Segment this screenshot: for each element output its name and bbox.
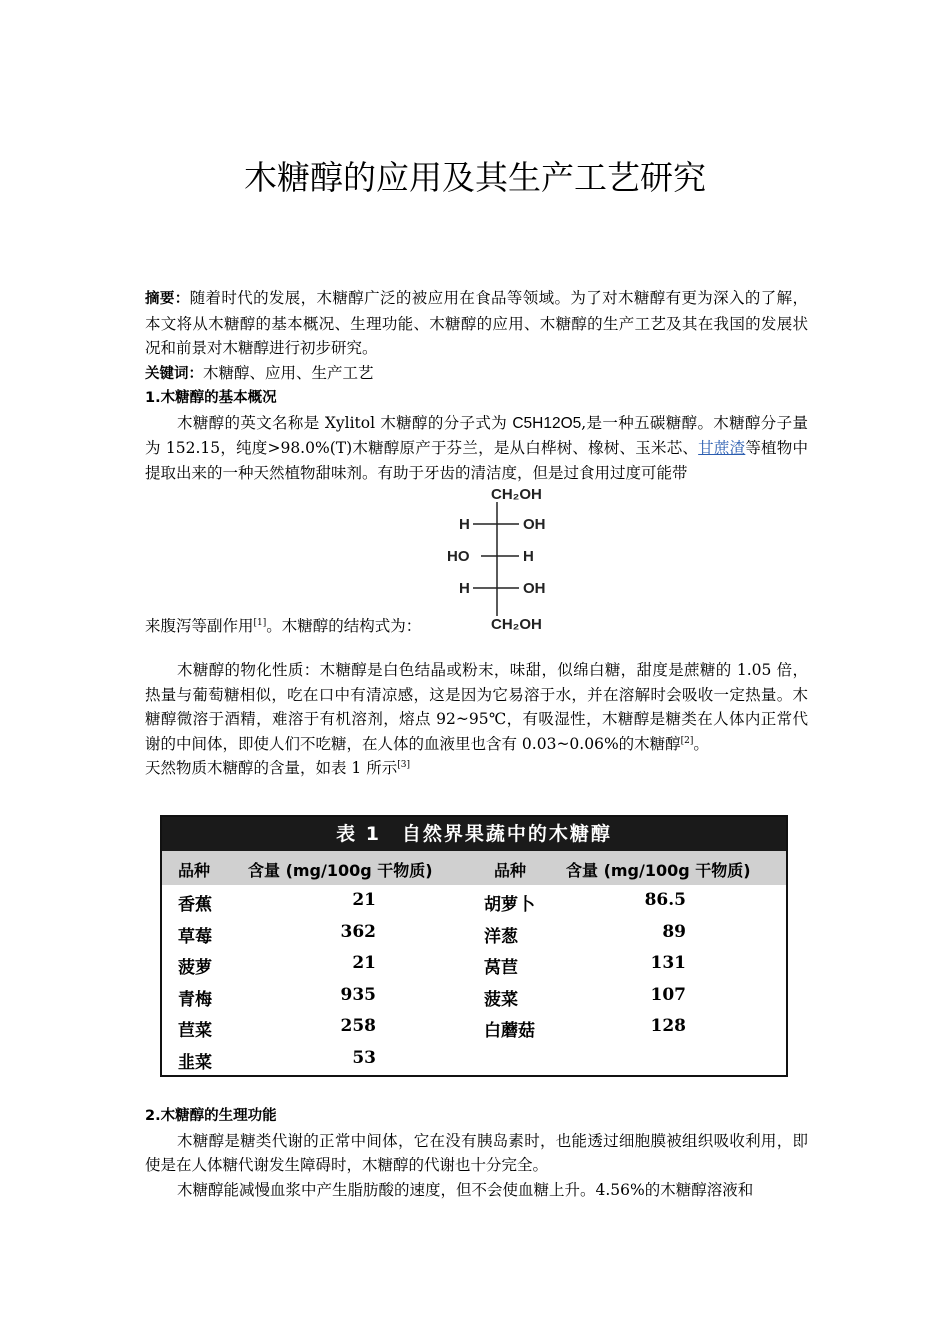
col-value-right: 含量 (mg/100g 干物质)	[566, 861, 751, 880]
document-title: 木糖醇的应用及其生产工艺研究	[244, 158, 706, 197]
col-name-left: 品种	[178, 861, 211, 880]
table-cell-left-name: 苣菜	[178, 1021, 212, 1042]
properties-text: 木糖醇的物化性质：木糖醇是白色结晶或粉末，味甜，似绵白糖，甜度是蔗糖的 1.05 倍，热量与葡萄糖相似，吃在口中有清凉感，这是因为它易溶于水，并在溶解时会吸收一定热量。木糖醇微溶于酒精，难溶于有机溶剂，熔点 92~95℃，有吸湿性，木糖醇是糖类在人体内正常代谢的中间体，即使人们不吃糖，在人体的血液里也含有 0.03~0.06%的木糖醇	[145, 661, 808, 753]
table-cell-right-name: 菠菜	[484, 989, 518, 1010]
table-row	[162, 980, 786, 1012]
table-header-row	[162, 851, 786, 885]
side-effect-text: 来腹泻等副作用	[145, 617, 254, 635]
table-cell-right-value: 128	[650, 1016, 686, 1037]
reference-1[interactable]: [1]	[253, 618, 267, 628]
formula-r1-left: H	[459, 516, 470, 533]
table-cell-right-value: 86.5	[644, 890, 686, 910]
table-intro-text: 天然物质木糖醇的含量，如表 1 所示	[145, 759, 398, 777]
table-cell-left-value: 21	[352, 890, 376, 910]
table-cell-left-name: 韭菜	[178, 1052, 212, 1073]
reference-3[interactable]: [3]	[397, 760, 410, 770]
structure-intro-text: 。木糖醇的结构式为：	[266, 617, 422, 635]
table-cell-left-value: 258	[340, 1016, 376, 1037]
table-caption: 表 1 自然界果蔬中的木糖醇	[162, 817, 786, 851]
section1-p1-text-c: 等植物中提取出来的一种天然植物甜味剂。有助于牙齿的清洁度，但是过食用过度可能带	[145, 439, 808, 482]
bagasse-link[interactable]: 甘蔗渣	[698, 439, 746, 457]
table-cell-right-value: 89	[662, 921, 686, 942]
section1-p1-text-a: 木糖醇的英文名称是 Xylitol 木糖醇的分子式为	[177, 413, 513, 432]
table-cell-left-name: 青梅	[178, 989, 212, 1010]
section1-paragraph-1	[145, 411, 808, 486]
abstract-block	[145, 286, 808, 485]
table-row	[162, 885, 786, 917]
molecular-formula: C5H12O5	[512, 414, 582, 432]
table-cell-right-value: 131	[650, 953, 686, 974]
table-cell-right-name: 洋葱	[484, 926, 518, 947]
formula-bottom-group: CH₂OH	[491, 616, 542, 633]
section1-p1-text-b: ,是一种五碳糖醇。木糖醇分子量为 152.15，纯度>98.0%(T)木糖醇原产于芬兰，是从白桦树、橡树、玉米芯、	[145, 413, 808, 457]
col-value-left: 含量 (mg/100g 干物质)	[248, 861, 433, 880]
xylitol-content-table	[160, 815, 788, 1077]
keywords-line	[145, 361, 808, 387]
formula-top-group: CH₂OH	[491, 486, 542, 503]
section2-heading: 2.木糖醇的生理功能	[145, 1108, 277, 1124]
properties-block	[145, 658, 808, 781]
table-cell-left-name: 草莓	[178, 926, 212, 947]
formula-r3-right: OH	[523, 580, 546, 597]
keywords-label: 关键词：	[145, 365, 203, 382]
table-cell-left-name: 菠萝	[178, 958, 212, 979]
abstract-text: 随着时代的发展，木糖醇广泛的被应用在食品等领域。为了对木糖醇有更为深入的了解，本文将从木糖醇的基本概况、生理功能、木糖醇的应用、木糖醇的生产工艺及其在我国的发展状况和前景对木糖醇进行初步研究。	[145, 289, 809, 357]
section2-paragraph-1: 木糖醇是糖类代谢的正常中间体，它在没有胰岛素时，也能透过细胞膜被组织吸收利用，即使是在人体糖代谢发生障碍时，木糖醇的代谢也十分完全。	[145, 1131, 808, 1174]
keywords-text: 木糖醇、应用、生产工艺	[203, 363, 374, 382]
table-row	[162, 948, 786, 980]
formula-r3-left: H	[459, 580, 470, 597]
table-cell-right-value: 107	[650, 984, 686, 1005]
table-row	[162, 1043, 786, 1075]
section2-block	[145, 1104, 808, 1202]
reference-2[interactable]: [2]	[680, 735, 694, 746]
table-cell-left-value: 935	[340, 984, 376, 1005]
col-name-right: 品种	[494, 861, 527, 880]
section1-heading: 1.木糖醇的基本概况	[145, 390, 277, 406]
formula-r1-right: OH	[523, 516, 546, 533]
table-cell-right-name: 莴苣	[484, 958, 518, 979]
structure-intro-paragraph	[145, 614, 808, 639]
table-cell-right-name: 胡萝卜	[484, 895, 535, 915]
table-body	[162, 885, 786, 1075]
table-row	[162, 1011, 786, 1043]
abstract-paragraph	[145, 286, 808, 361]
formula-r2-left: HO	[447, 548, 470, 565]
table-row	[162, 917, 786, 949]
table-cell-right-name: 白蘑菇	[484, 1021, 535, 1042]
table-cell-left-value: 53	[352, 1047, 376, 1068]
xylitol-structural-formula	[445, 484, 565, 634]
properties-end: 。	[693, 734, 709, 753]
table-cell-left-value: 362	[340, 921, 376, 942]
properties-paragraph	[145, 658, 808, 756]
formula-r2-right: H	[523, 548, 534, 565]
abstract-label: 摘要：	[145, 291, 190, 307]
structure-intro-line	[145, 614, 808, 639]
section2-paragraph-2: 木糖醇能减慢血浆中产生脂肪酸的速度，但不会使血糖上升。4.56%的木糖醇溶液和	[177, 1180, 754, 1199]
table-intro-paragraph	[145, 756, 808, 781]
table-cell-left-value: 21	[352, 953, 376, 974]
table-cell-left-name: 香蕉	[178, 895, 212, 915]
